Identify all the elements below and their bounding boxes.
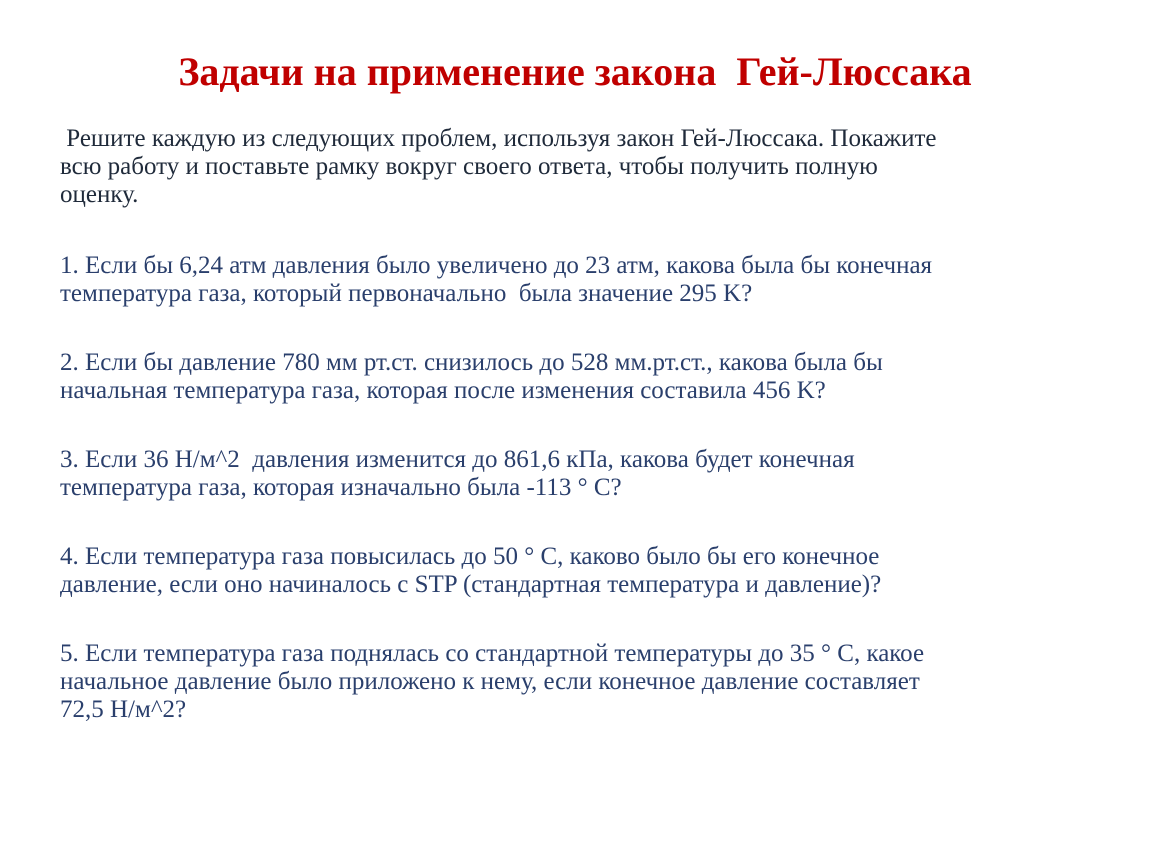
problem-4 xyxy=(60,543,1100,599)
slide-title: Задачи на применение закона Гей-Люссака xyxy=(178,49,972,94)
problem-line: 4. Если температура газа повысилась до 50 ° C, каково было бы его конечное xyxy=(60,543,880,570)
problem-line: 72,5 Н/м^2? xyxy=(60,696,187,723)
intro-line: Решите каждую из следующих проблем, используя закон Гей-Люссака. Покажите xyxy=(60,125,937,152)
problem-line: 1. Если бы 6,24 атм давления было увеличено до 23 атм, какова была бы конечная xyxy=(60,252,933,279)
problem-5 xyxy=(60,640,1100,724)
problem-line: давление, если оно начиналось с STP (стандартная температура и давление)? xyxy=(60,571,882,598)
problem-line: температура газа, который первоначально была значение 295 K? xyxy=(60,280,753,307)
problem-1 xyxy=(60,252,1100,308)
intro-line: оценку. xyxy=(60,181,139,208)
problem-line: 3. Если 36 Н/м^2 давления изменится до 861,6 кПа, какова будет конечная xyxy=(60,446,855,473)
problem-3 xyxy=(60,446,1100,502)
problem-line: начальное давление было приложено к нему, если конечное давление составляет xyxy=(60,668,920,695)
problem-line: 2. Если бы давление 780 мм рт.ст. снизилось до 528 мм.рт.ст., какова была бы xyxy=(60,349,883,376)
problem-line: температура газа, которая изначально была -113 ° C? xyxy=(60,474,622,501)
problem-2 xyxy=(60,349,1100,405)
problem-line: начальная температура газа, которая после изменения составила 456 K? xyxy=(60,377,826,404)
intro-line: всю работу и поставьте рамку вокруг своего ответа, чтобы получить полную xyxy=(60,153,878,180)
problem-line: 5. Если температура газа поднялась со стандартной температуры до 35 ° C, какое xyxy=(60,640,925,667)
intro-paragraph xyxy=(60,125,1090,209)
